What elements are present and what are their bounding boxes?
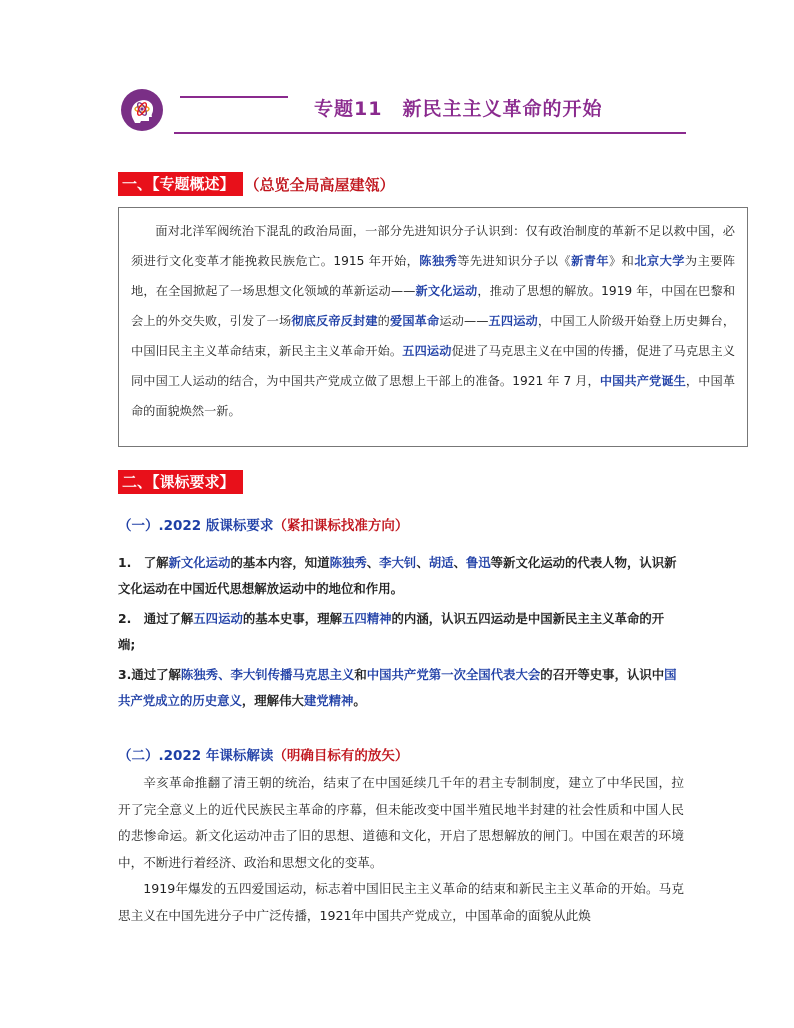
page-title: 专题11 新民主主义革命的开始 — [314, 98, 603, 120]
highlighted-term: 新文化运动 — [168, 555, 231, 570]
highlighted-term: 鲁迅 — [465, 555, 491, 570]
page-header — [116, 88, 686, 136]
text-run: 运动—— — [439, 314, 489, 328]
text-run: 、 — [453, 555, 466, 570]
subheading-paren: （明确目标有的放矢） — [273, 748, 409, 764]
interpretation-block — [118, 770, 684, 930]
highlighted-term: 建党精神 — [303, 693, 354, 708]
highlighted-term: 中国共产党诞生 — [599, 374, 686, 388]
text-run: ，理解伟大 — [241, 693, 304, 708]
highlighted-term: 陈独秀 — [329, 555, 367, 570]
text-run: 1. 了解 — [118, 555, 169, 570]
text-run: 为主要阵地，在全国掀起了一场思想文化领域的革新运动—— — [131, 254, 736, 298]
highlighted-term: 五四运动 — [193, 611, 243, 626]
text-run: 等先进知识分子以《 — [457, 254, 572, 268]
requirements-list — [118, 550, 678, 714]
text-run: 的召开等史事，认识中 — [540, 667, 665, 682]
highlighted-term: 陈独秀、李大钊传播马克思主义 — [180, 667, 355, 682]
text-run: 的基本史事，理解 — [242, 611, 342, 626]
text-run: 的内涵，认识五四运动是中国新民主主义革命的开端; — [118, 611, 665, 652]
highlighted-term: 爱国革命 — [390, 314, 440, 328]
highlighted-term: 李大钊 — [379, 555, 417, 570]
text-run: 的基本内容，知道 — [230, 555, 330, 570]
highlighted-term: 彻底反帝反封建 — [291, 314, 378, 328]
text-run: 面对北洋军阀统治下混乱的政治局面，一部分先进知识分子认识到：仅有政治制度的革新不足以救中国，必须进行文化变革才能挽救民族危亡。1915 年开始， — [131, 224, 735, 268]
text-run: 、 — [416, 555, 429, 570]
text-run: ，中国工人阶级开始登上历史舞台，中国旧民主主义革命结束，新民主主义革命开始。 — [131, 314, 736, 358]
text-run: 和 — [354, 667, 367, 682]
interpretation-paragraph: 辛亥革命推翻了清王朝的统治，结束了在中国延续几千年的君主专制制度，建立了中华民国，拉开了完全意义上的近代民族民主革命的序幕，但未能改变中国半殖民地半封建的社会性质和中国人民的悲惨命运。新文化运动冲击了旧的思想、道德和文化，开启了思想解放的闸门。中国在艰苦的环境中，不断进行着经济、政治和思想文化的变革。 — [118, 775, 684, 870]
section-heading-curriculum — [118, 470, 243, 494]
highlighted-term: 五四精神 — [341, 611, 392, 626]
section-tail: （总览全局高屋建瓴） — [244, 175, 395, 194]
section-tag: 二、【课标要求】 — [118, 470, 243, 494]
interpretation-paragraph: 1919年爆发的五四爱国运动，标志着中国旧民主主义革命的结束和新民主主义革命的开始。马克思主义在中国先进分子中广泛传播，1921年中国共产党成立，中国革命的面貌从此焕 — [118, 881, 684, 923]
text-run: 2. 通过了解 — [118, 611, 194, 626]
subheading-paren: （紧扣课标找准方向） — [273, 518, 409, 534]
highlighted-term: 五四运动 — [402, 344, 452, 358]
subheading-label: （二）.2022 年课标解读 — [118, 748, 274, 764]
text-run: ，推动了思想的解放。1919 年，中国在巴黎和会上的外交失败，引发了一场 — [131, 284, 736, 328]
highlighted-term: 新青年 — [571, 254, 610, 268]
section-heading-overview — [118, 172, 395, 196]
requirement-item — [118, 606, 678, 658]
highlighted-term: 新文化运动 — [415, 284, 478, 298]
requirement-item — [118, 550, 678, 602]
requirement-item — [118, 662, 678, 714]
subheading-2022-interpretation — [118, 744, 408, 764]
subheading-label: （一）.2022 版课标要求 — [118, 518, 274, 534]
header-rule-long — [174, 132, 686, 134]
text-run: 3.通过了解 — [118, 667, 181, 682]
text-run: 等新文化运动的代表人物，认识新文化运动在中国近代思想解放运动中的地位和作用。 — [118, 555, 677, 596]
overview-box — [118, 207, 748, 447]
text-run: 。 — [353, 693, 366, 708]
highlighted-term: 五四运动 — [488, 314, 538, 328]
highlighted-term: 中国共产党第一次全国代表大会 — [366, 667, 541, 682]
overview-paragraph — [131, 216, 735, 426]
text-run: 的 — [377, 314, 390, 328]
header-rule-short — [180, 96, 288, 98]
text-run: 促进了马克思主义在中国的传播，促进了马克思主义同中国工人运动的结合，为中国共产党成立做了思想上干部上的准备。1921 年 7 月， — [131, 344, 736, 388]
highlighted-term: 国共产党成立的历史意义 — [118, 667, 677, 708]
highlighted-term: 胡适 — [428, 555, 454, 570]
text-run: 、 — [366, 555, 380, 570]
highlighted-term: 北京大学 — [634, 254, 685, 268]
highlighted-term: 陈独秀 — [419, 254, 458, 268]
section-tag: 一、【专题概述】 — [118, 172, 243, 196]
text-run: ，中国革命的面貌焕然一新。 — [131, 374, 736, 418]
brain-head-icon — [120, 88, 164, 132]
subheading-2022-requirements — [118, 514, 408, 534]
text-run: 》和 — [609, 254, 635, 268]
